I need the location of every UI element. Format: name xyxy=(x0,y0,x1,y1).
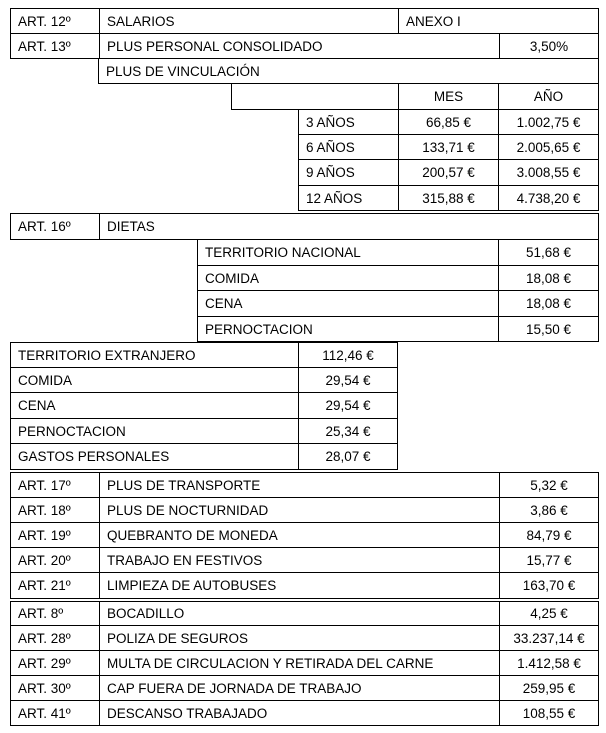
article-number-cell: ART. 8º xyxy=(18,606,64,621)
value-cell: 51,68 € xyxy=(498,240,598,265)
label-cell: CAP FUERA DE JORNADA DE TRABAJO xyxy=(99,676,499,700)
ano-value-cell: 4.738,20 € xyxy=(498,186,598,210)
label-cell: POLIZA DE SEGUROS xyxy=(99,626,499,650)
label-cell: COMIDA xyxy=(18,372,72,388)
value-cell: 84,79 € xyxy=(499,523,598,547)
value-cell: 3,86 € xyxy=(499,498,598,522)
label-cell: SALARIOS xyxy=(99,9,398,33)
value-cell: 3,50% xyxy=(499,34,598,58)
article-number-cell: ART. 28º xyxy=(18,630,71,646)
article-number-cell: ART. 21º xyxy=(18,578,71,593)
article-number-cell: ART. 30º xyxy=(18,680,71,696)
value-cell: 15,77 € xyxy=(499,548,598,572)
row-art-18 xyxy=(10,497,599,523)
row-art-28 xyxy=(10,625,599,651)
article-number-cell: ART. 20º xyxy=(18,552,71,568)
value-cell: 259,95 € xyxy=(499,676,598,700)
article-number-cell: ART. 16º xyxy=(18,219,71,234)
row-vinculacion-9 xyxy=(298,159,599,186)
row-dietas xyxy=(10,213,599,240)
value-cell: 108,55 € xyxy=(499,701,598,725)
row-vinculacion-3 xyxy=(298,109,599,135)
label-cell: PERNOCTACION xyxy=(18,423,126,439)
mes-value-cell: 133,71 € xyxy=(398,135,498,159)
value-cell: 4,25 € xyxy=(499,602,598,625)
label-cell: 9 AÑOS xyxy=(306,165,355,180)
row-art-41 xyxy=(10,700,599,726)
label-cell: 12 AÑOS xyxy=(306,190,363,206)
spacer-cell xyxy=(232,84,398,109)
label-cell: CENA xyxy=(205,296,243,311)
row-plus-consolidado xyxy=(10,33,599,59)
value-cell: 112,46 € xyxy=(298,343,397,367)
label-cell: GASTOS PERSONALES xyxy=(18,449,170,464)
col-header-ano: AÑO xyxy=(498,84,598,109)
label-cell: 6 AÑOS xyxy=(306,139,355,155)
article-number-cell: ART. 19º xyxy=(18,527,71,543)
label-cell: DIETAS xyxy=(99,214,598,239)
row-plus-vinculacion xyxy=(98,58,599,84)
value-cell: 18,08 € xyxy=(498,291,598,316)
article-number-cell: ART. 13º xyxy=(18,38,71,54)
value-cell: 15,50 € xyxy=(498,317,598,341)
label-cell: PLUS DE TRANSPORTE xyxy=(99,473,499,497)
value-cell: 29,54 € xyxy=(298,393,397,418)
label-cell: PLUS PERSONAL CONSOLIDADO xyxy=(99,34,499,58)
value-cell: 163,70 € xyxy=(499,573,598,598)
row-art-19 xyxy=(10,522,599,548)
row-vinculacion-12 xyxy=(298,185,599,211)
row-art-21 xyxy=(10,572,599,599)
ano-value-cell: 1.002,75 € xyxy=(498,110,598,134)
label-cell: TRABAJO EN FESTIVOS xyxy=(99,548,499,572)
label-cell: DESCANSO TRABAJADO xyxy=(99,701,499,725)
row-dietas-nacional-1 xyxy=(197,265,599,291)
article-number-cell: ART. 41º xyxy=(18,705,71,721)
ano-value-cell: 3.008,55 € xyxy=(498,160,598,185)
mes-value-cell: 66,85 € xyxy=(398,110,498,134)
row-dietas-extranjero-3 xyxy=(10,418,398,444)
label-cell: LIMPIEZA DE AUTOBUSES xyxy=(99,573,499,598)
value-cell: 29,54 € xyxy=(298,368,397,392)
row-vinculacion-header xyxy=(231,83,599,110)
row-art-17 xyxy=(10,472,599,498)
label-cell: BOCADILLO xyxy=(99,602,499,625)
row-dietas-extranjero-0 xyxy=(10,342,398,368)
row-art-20 xyxy=(10,547,599,573)
row-art-29 xyxy=(10,650,599,676)
value-cell: 33.237,14 € xyxy=(499,626,598,650)
label-cell: TERRITORIO NACIONAL xyxy=(205,245,361,260)
label-cell: COMIDA xyxy=(205,270,259,286)
value-cell: 25,34 € xyxy=(298,419,397,443)
annex-cell: ANEXO I xyxy=(398,9,598,33)
label-cell: MULTA DE CIRCULACION Y RETIRADA DEL CARNE xyxy=(99,651,499,675)
label-cell: QUEBRANTO DE MONEDA xyxy=(99,523,499,547)
row-dietas-extranjero-2 xyxy=(10,392,398,419)
row-dietas-extranjero-1 xyxy=(10,367,398,393)
label-cell: PLUS DE NOCTURNIDAD xyxy=(99,498,499,522)
value-cell: 5,32 € xyxy=(499,473,598,497)
article-number-cell: ART. 12º xyxy=(18,13,71,29)
row-dietas-nacional-2 xyxy=(197,290,599,317)
article-number-cell: ART. 18º xyxy=(18,502,71,518)
article-number-cell: ART. 17º xyxy=(18,477,71,493)
row-dietas-nacional-0 xyxy=(197,239,599,266)
row-art-30 xyxy=(10,675,599,701)
row-vinculacion-6 xyxy=(298,134,599,160)
mes-value-cell: 315,88 € xyxy=(398,186,498,210)
value-cell: 1.412,58 € xyxy=(499,651,598,675)
label-cell: TERRITORIO EXTRANJERO xyxy=(18,347,196,363)
value-cell: 28,07 € xyxy=(298,444,397,469)
label-cell: PERNOCTACION xyxy=(205,321,313,337)
row-salarios xyxy=(10,8,599,34)
col-header-mes: MES xyxy=(398,84,498,109)
ano-value-cell: 2.005,65 € xyxy=(498,135,598,159)
label-cell: 3 AÑOS xyxy=(306,114,355,130)
value-cell: 18,08 € xyxy=(498,266,598,290)
article-number-cell: ART. 29º xyxy=(18,655,71,671)
row-dietas-nacional-3 xyxy=(197,316,599,342)
row-dietas-extranjero-4 xyxy=(10,443,398,470)
label-cell: CENA xyxy=(18,398,56,413)
row-art-8 xyxy=(10,601,599,626)
mes-value-cell: 200,57 € xyxy=(398,160,498,185)
label-cell: PLUS DE VINCULACIÓN xyxy=(106,63,260,79)
